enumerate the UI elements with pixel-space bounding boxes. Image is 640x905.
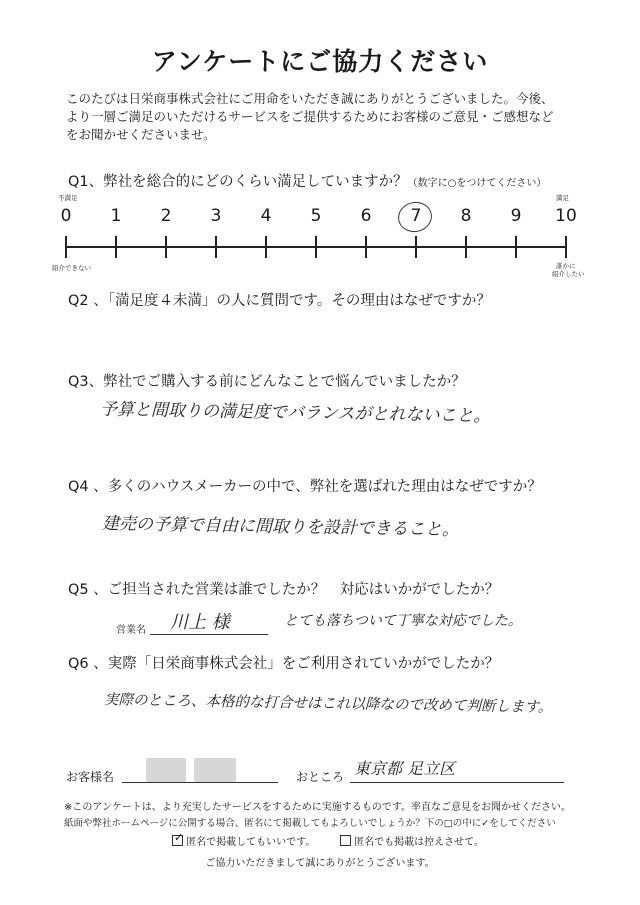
staff-label: 営業名 [116, 625, 146, 636]
scale-number-3[interactable]: 3 [210, 206, 222, 226]
scale-number-5[interactable]: 5 [310, 206, 322, 226]
thanks-line: ご協力いただきまして誠にありがとうございます。 [205, 858, 435, 869]
footer-note-1: ※このアンケートは、より充実したサービスをするために実施するものです。率直なご意見をお聞かせください。 [64, 802, 571, 813]
q2-label: Q2 、「満足度４未満」の人に質問です。その理由はなぜですか？ [68, 293, 491, 309]
address-underline [350, 782, 564, 783]
scale-high-top: 満足 [556, 194, 569, 202]
staff-name: 川上 様 [170, 612, 230, 633]
checkbox-empty-icon[interactable] [340, 835, 351, 846]
scale-low-top: 不満足 [58, 194, 78, 202]
q3-label: Q3、弊社でご購入する前にどんなことで悩んでいましたか？ [68, 374, 466, 390]
scale-number-1[interactable]: 1 [110, 206, 122, 226]
scale-number-0[interactable]: 0 [60, 206, 72, 226]
scale-number-8[interactable]: 8 [460, 206, 472, 226]
intro-line-1: このたびは日栄商事株式会社にご用命をいただき誠にありがとうございました。今後、 [66, 91, 554, 106]
checkbox-checked-icon[interactable]: ✓ [174, 831, 184, 844]
option-anonymous-ok[interactable] [172, 833, 315, 848]
scale-low-bottom: 紹介できない [52, 264, 91, 272]
q4-answer: 建売の予算で自由に間取りを設計できること。 [101, 513, 460, 541]
customer-name-underline [122, 782, 278, 783]
customer-name-label: お客様名 [66, 770, 115, 784]
q4-label: Q4 、多くのハウスメーカーの中で、弊社を選ばれた理由はなぜですか？ [68, 479, 542, 495]
scale-axis [66, 246, 566, 248]
staff-underline [150, 634, 268, 635]
q1-question [68, 170, 546, 191]
scale-number-2[interactable]: 2 [160, 206, 172, 226]
selected-circle [395, 199, 434, 235]
option-anonymous-decline[interactable] [340, 833, 484, 848]
scale-high-bottom-2: 紹介したい [552, 270, 585, 278]
redacted-name-part-2 [194, 758, 236, 782]
q1-hint: （数字に○をつけてください） [407, 178, 547, 189]
q6-label: Q6 、実際「日栄商事株式会社」をご利用されていかがでしたか？ [68, 656, 500, 672]
redacted-name-part-1 [146, 758, 186, 782]
q6-answer: 実際のところ、本格的な打合せはこれ以降なので改めて判断します。 [103, 692, 553, 716]
footer-note-2: 紙面や弊社ホームページに公開する場合、匿名にて掲載してもよろしいでしょうか？下の□の中に✓をしてください [64, 818, 556, 829]
scale-number-4[interactable]: 4 [260, 206, 272, 226]
address-label: おところ [296, 770, 345, 784]
address-value: 東京都 足立区 [354, 759, 456, 778]
q5-label: Q5 、ご担当された営業は誰でしたか？ 対応はいかがでしたか？ [68, 582, 500, 598]
page-title: アンケートにご協力ください [151, 47, 489, 76]
intro-line-3: をお聞かせくださいませ。 [66, 127, 216, 142]
option-anonymous-ok-label: 匿名で掲載してもいいです。 [186, 837, 316, 848]
scale-number-7[interactable]: 7 [410, 206, 422, 226]
scale-number-6[interactable]: 6 [360, 206, 372, 226]
option-anonymous-decline-label: 匿名でも掲載は控えさせて。 [354, 837, 484, 848]
scale-number-10[interactable]: 10 [555, 206, 577, 226]
q3-answer: 予算と間取りの満足度でバランスがとれないこと。 [99, 399, 491, 427]
q1-label: Q1、弊社を総合的にどのくらい満足していますか？ [68, 174, 408, 190]
intro-line-2: より一層ご満足のいただけるサービスをご提供するためにお客様のご意見・ご感想など [66, 109, 554, 124]
scale-number-9[interactable]: 9 [510, 206, 522, 226]
q5-answer: とても落ちついて丁寧な対応でした。 [284, 613, 522, 629]
scale-high-bottom-1: 誰かに [556, 262, 576, 270]
